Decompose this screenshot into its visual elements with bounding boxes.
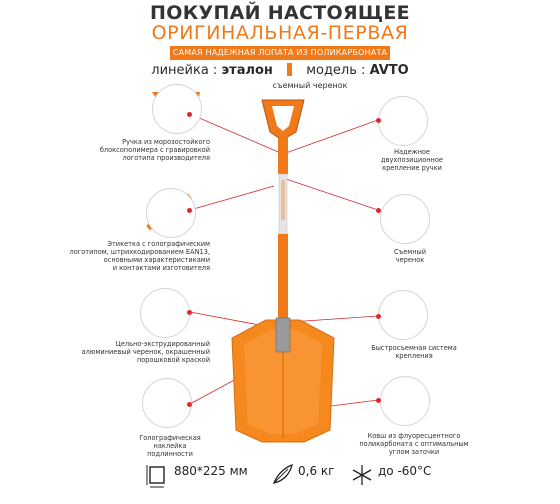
model-value: AVTO	[369, 63, 409, 78]
marker-dot	[187, 112, 192, 117]
marker-dot	[376, 118, 381, 123]
spec-weight: 0,6 кг	[298, 464, 335, 478]
detail-circle-bucket	[380, 376, 430, 426]
snowflake-icon	[353, 465, 371, 485]
feature-label-text: Этикетка с голографическим логотипом, штрихкодированием EAN13, основными характеристиками и контактами изготовителя	[69, 240, 210, 272]
feature-aluminum-text: Цельно-экструдированный алюминиевый черенок, окрашенный порошковой краской	[81, 340, 210, 364]
feature-bucket-text: Ковш из флуоресцентного поликарбоната с оптимальным углом заточки	[359, 432, 469, 456]
shaft-upper	[278, 138, 288, 174]
series-label: линейка :	[151, 63, 218, 78]
detail-circle-aluminum	[140, 288, 190, 338]
series-value: эталон	[221, 63, 273, 78]
detail-circle-holographic	[142, 378, 192, 428]
marker-dot	[187, 208, 192, 213]
marker-dot	[187, 402, 192, 407]
marker-dot	[376, 314, 381, 319]
detail-circle-detachable	[380, 194, 430, 244]
marker-dot	[376, 398, 381, 403]
shovel-blade	[232, 318, 334, 442]
detachable-handle-note: съемный черенок	[272, 81, 348, 90]
detail-circle-handle	[152, 84, 202, 134]
handle-grip	[262, 100, 304, 140]
page-title: ПОКУПАЙ НАСТОЯЩЕЕ	[150, 2, 410, 24]
marker-dot	[187, 310, 192, 315]
detail-circle-handle-mount	[378, 96, 428, 146]
feature-detachable-text: Съемный черенок	[393, 248, 427, 264]
weight-feather-icon	[274, 465, 292, 483]
detail-circle-label	[146, 188, 196, 238]
feature-quick-release-text: Быстросъемная система крепления	[371, 344, 457, 360]
promo-banner: САМАЯ НАДЕЖНАЯ ЛОПАТА ИЗ ПОЛИКАРБОНАТА	[170, 46, 390, 60]
spec-temperature: до -60°С	[378, 464, 432, 478]
feature-handle-text: Ручка из морозостойкого блоксополимера с гравировкой логотипа производителя	[99, 138, 210, 162]
feature-handle-mount-text: Надежное двухпозиционное крепление ручки	[381, 148, 443, 172]
model-label: модель :	[306, 63, 366, 78]
page-subtitle: ОРИГИНАЛЬНАЯ-ПЕРВАЯ	[151, 22, 409, 44]
detail-circle-quick-release	[378, 290, 428, 340]
blade-mount	[276, 318, 290, 352]
spec-dimensions: 880*225 мм	[174, 464, 248, 478]
feature-holographic-text: Голографическая наклейка подлинности	[139, 434, 201, 458]
marker-dot	[376, 208, 381, 213]
dimensions-icon	[147, 465, 164, 487]
shaft-lower	[278, 234, 288, 320]
